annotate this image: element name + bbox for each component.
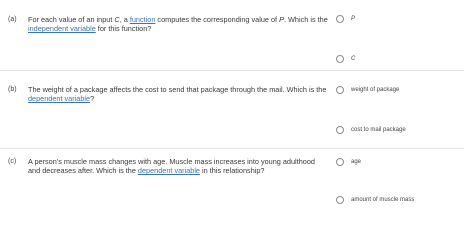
option-label: C [351, 56, 356, 62]
question-text-b: The weight of a package affects the cost to send that package through the mail. Which is the dependent variable? [28, 85, 327, 104]
option-label: age [351, 159, 362, 165]
option-label: weight of package [351, 87, 400, 93]
dependent-variable-link[interactable]: dependent variable [137, 166, 200, 176]
option-b-cost[interactable] [336, 126, 406, 134]
option-c-muscle-mass[interactable] [336, 196, 414, 204]
function-link[interactable]: function [129, 15, 156, 24]
question-row-c [0, 148, 464, 202]
option-a-c[interactable] [336, 55, 355, 63]
option-c-age[interactable] [336, 158, 361, 166]
option-a-p[interactable] [336, 15, 355, 23]
radio-button[interactable] [336, 86, 344, 94]
variable-c: C [114, 15, 120, 24]
question-text-c: A person's muscle mass changes with age. Muscle mass increases into young adulthood and decreases after. Which is the dependent variable in this relationship? [28, 157, 315, 176]
dependent-variable-link[interactable]: dependent variable [28, 94, 91, 104]
option-label: amount of muscle mass [351, 197, 415, 203]
independent-variable-link[interactable]: independent variable [28, 24, 96, 34]
question-row-b [0, 70, 464, 149]
option-b-weight[interactable] [336, 86, 399, 94]
option-label: cost to mail package [351, 127, 406, 133]
radio-button[interactable] [336, 126, 344, 134]
question-letter-b: (b) [8, 86, 17, 93]
variable-p: P [279, 15, 284, 24]
option-label: P [351, 16, 356, 22]
question-letter-c: (c) [8, 158, 17, 165]
radio-button[interactable] [336, 55, 344, 63]
radio-button[interactable] [336, 15, 344, 23]
radio-button[interactable] [336, 158, 344, 166]
radio-button[interactable] [336, 196, 344, 204]
question-text-a: For each value of an input C, a function computes the corresponding value of P. Which is the independent variable for this function? [28, 15, 328, 34]
question-letter-a: (a) [8, 16, 17, 23]
question-row-a [0, 0, 464, 71]
